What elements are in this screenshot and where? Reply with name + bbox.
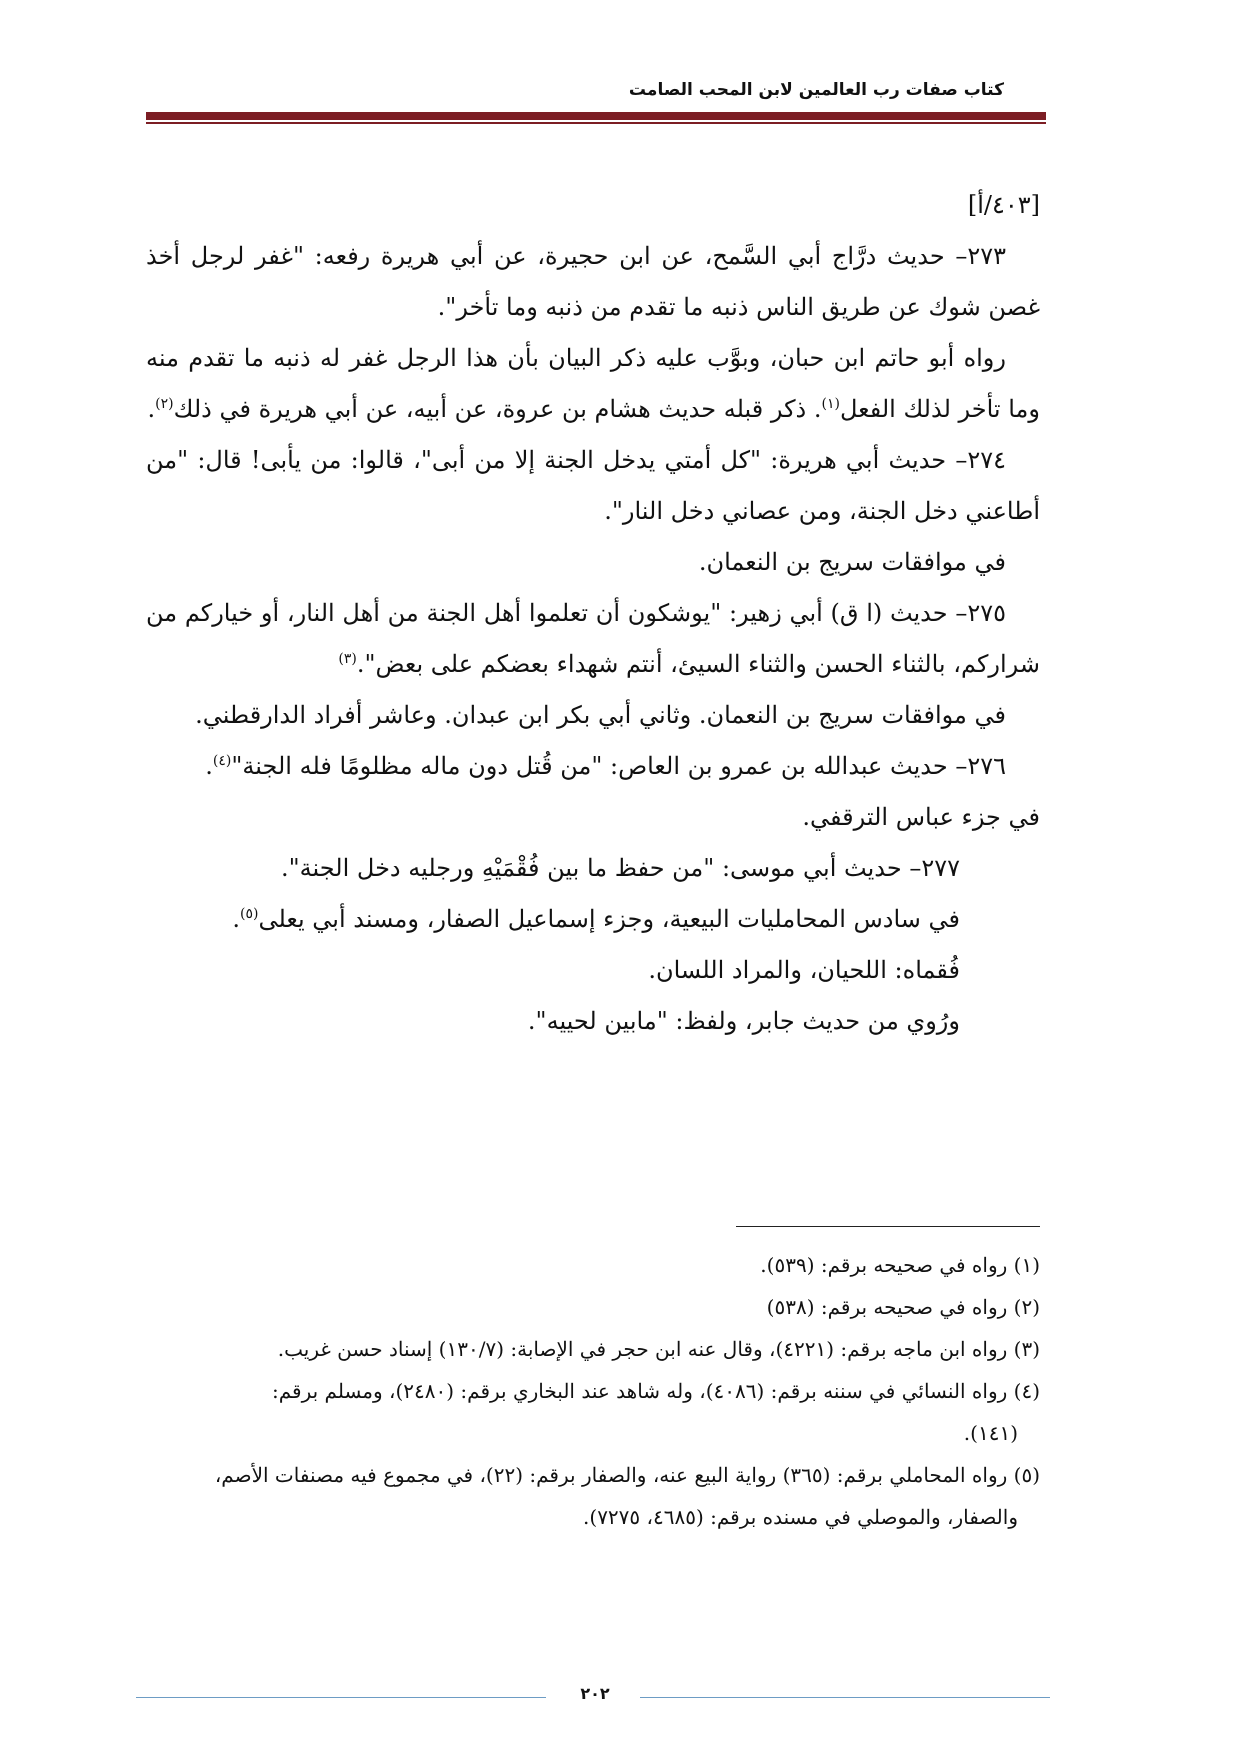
footnote-2: (٢) رواه في صحيحه برقم: (٥٣٨): [766, 1295, 1040, 1319]
footnote-ref-1[interactable]: (١): [821, 396, 840, 412]
footnote-ref-3[interactable]: (٣): [338, 651, 357, 667]
footnote-ref-5[interactable]: (٥): [239, 906, 259, 922]
hadith-276-source: في جزء عباس الترقفي.: [802, 803, 1040, 831]
running-header-title: كتاب صفات رب العالمين لابن المحب الصامت: [628, 80, 1004, 100]
footnotes: [146, 1244, 1040, 1538]
footnote-separator: [736, 1226, 1040, 1227]
footnote-4-continued: (١٤١).: [963, 1421, 1018, 1445]
hadith-277-source-text: في سادس المحامليات البيعية، وجزء إسماعيل الصفار، ومسند أبي يعلى: [258, 905, 960, 933]
main-text: [146, 180, 1040, 1047]
header-rule-thick: [146, 112, 1046, 120]
footer-rule-left: [136, 1697, 546, 1698]
hadith-276-text: ٢٧٦– حديث عبدالله بن عمرو بن العاص: "من قُتل دون ماله مظلومًا فله الجنة": [231, 752, 1006, 780]
footnote-ref-4[interactable]: (٤): [212, 753, 232, 769]
hadith-276-end: .: [205, 752, 213, 780]
page-number: ٢٠٢: [580, 1684, 610, 1703]
hadith-274: ٢٧٤– حديث أبي هريرة: "كل أمتي يدخل الجنة إلا من أبى"، قالوا: من يأبى! قال: "من أطاعني دخل الجنة، ومن عصاني دخل النار".: [146, 446, 1040, 525]
hadith-277: ٢٧٧– حديث أبي موسى: "من حفظ ما بين فُقْمَيْهِ ورجليه دخل الجنة".: [281, 854, 960, 882]
hadith-273-commentary-a: رواه أبو حاتم ابن حبان، وبوَّب عليه ذكر البيان بأن هذا الرجل غفر له ذنبه ما تقدم منه وما تأخر لذلك الفعل: [146, 344, 1040, 423]
hadith-274-source: في موافقات سريج بن النعمان.: [698, 548, 1006, 576]
hadith-275-source: في موافقات سريج بن النعمان. وثاني أبي بكر ابن عبدان. وعاشر أفراد الدارقطني.: [195, 701, 1006, 729]
hadith-277-variant: ورُوي من حديث جابر، ولفظ: "مابين لحييه".: [527, 1007, 960, 1035]
footer-rule-right: [640, 1697, 1050, 1698]
hadith-277-source-end: .: [232, 905, 240, 933]
footnote-5: (٥) رواه المحاملي برقم: (٣٦٥) رواية البيع عنه، والصفار برقم: (٢٢)، في مجموع فيه مصنفات الأصم،: [214, 1463, 1040, 1487]
hadith-273-commentary-end: .: [147, 395, 156, 423]
hadith-273-commentary: [146, 333, 1040, 435]
hadith-273-commentary-b: . ذكر قبله حديث هشام بن عروة، عن أبيه، عن أبي هريرة في ذلك: [173, 395, 822, 423]
footnote-5-continued: والصفار، والموصلي في مسنده برقم: (٤٦٨٥، ٧٢٧٥).: [583, 1505, 1018, 1529]
footnote-1: (١) رواه في صحيحه برقم: (٥٣٩).: [760, 1253, 1040, 1277]
hadith-275: [146, 588, 1040, 690]
hadith-275-text: ٢٧٥– حديث (ا ق) أبي زهير: "يوشكون أن تعلموا أهل الجنة من أهل النار، أو خياركم من شراركم، بالثناء الحسن والثناء السيئ، أنتم شهداء بعضكم على بعض".: [146, 599, 1040, 678]
hadith-276: [146, 741, 1040, 792]
hadith-273: ٢٧٣– حديث درَّاج أبي السَّمح، عن ابن حجيرة، عن أبي هريرة رفعه: "غفر لرجل أخذ غصن شوك عن طريق الناس ذنبه ما تقدم من ذنبه وما تأخر".: [146, 242, 1040, 321]
footnote-3: (٣) رواه ابن ماجه برقم: (٤٢٢١)، وقال عنه ابن حجر في الإصابة: (١٣٠/٧) إسناد حسن غريب.: [277, 1337, 1040, 1361]
header-rule-thin: [146, 122, 1046, 124]
folio-reference: [٤٠٣/أ]: [967, 191, 1040, 219]
hadith-277-gloss: فُقماه: اللحيان، والمراد اللسان.: [648, 956, 960, 984]
footnote-ref-2[interactable]: (٢): [155, 396, 174, 412]
hadith-277-source: [146, 894, 1040, 945]
footnote-4: (٤) رواه النسائي في سننه برقم: (٤٠٨٦)، وله شاهد عند البخاري برقم: (٢٤٨٠)، ومسلم برقم:: [271, 1379, 1040, 1403]
